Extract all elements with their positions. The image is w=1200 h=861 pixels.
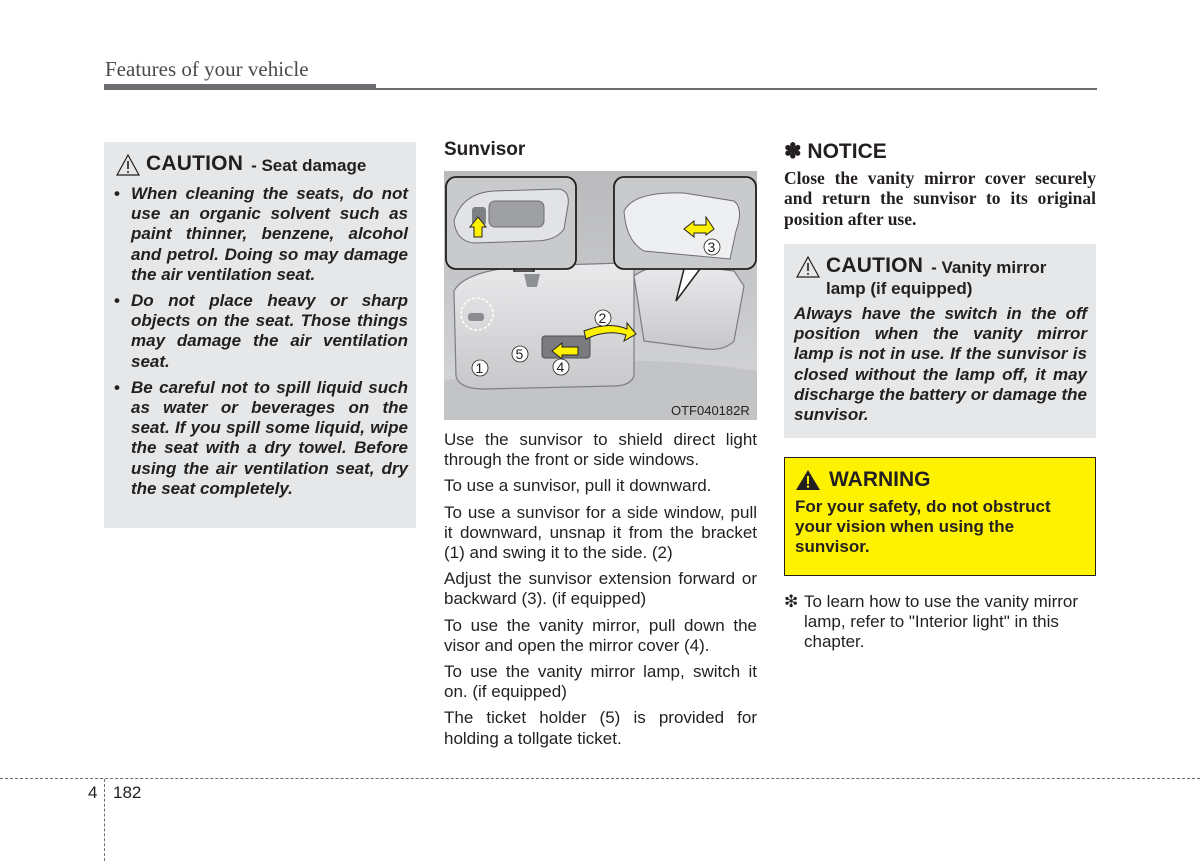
- notice-title: ✽ NOTICE: [784, 140, 887, 163]
- warning-heading: [795, 468, 1085, 492]
- caution-heading: [796, 254, 1087, 278]
- paragraph: To use a sunvisor for a side window, pull it downward, unsnap it from the bracket (1) and swing it to the side. (2): [444, 502, 757, 563]
- callout-4: 4: [556, 359, 565, 375]
- caution-list: [114, 184, 408, 499]
- page-number: 182: [113, 783, 142, 802]
- reference-note: [784, 592, 1096, 653]
- caution-label: CAUTION: [146, 152, 244, 175]
- warning-label: WARNING: [829, 468, 931, 491]
- chapter-number: 4: [88, 783, 98, 802]
- callout-1: 1: [475, 360, 484, 376]
- caution-heading: [116, 152, 408, 176]
- header-rule: [104, 88, 1097, 90]
- caution-subtitle: - Vanity mirror: [931, 258, 1047, 277]
- reference-mark-icon: ❇: [784, 592, 799, 611]
- caution-vanity-lamp-box: [784, 244, 1096, 438]
- notice-text: Close the vanity mirror cover securely and return the sunvisor to its original position after use.: [784, 168, 1096, 229]
- paragraph: To use the vanity mirror, pull down the visor and open the mirror cover (4).: [444, 615, 757, 655]
- footer-dashed-rule: [0, 778, 1200, 779]
- reference-text: To learn how to use the vanity mirror lamp, refer to "Interior light" in this chapter.: [804, 592, 1079, 652]
- caution-text: Always have the switch in the off position when the vanity mirror lamp is not in use. If the sunvisor is closed without the lamp off, it may discharge the battery or damage the sunvisor.: [794, 304, 1087, 425]
- page-header-title: Features of your vehicle: [105, 57, 309, 81]
- section-title: Sunvisor: [444, 139, 526, 160]
- caution-item: • Do not place heavy or sharp objects on the seat. Those things may damage the air ventilation seat.: [114, 291, 408, 372]
- caution-triangle-icon: [796, 256, 820, 278]
- sunvisor-paragraphs: [444, 430, 757, 755]
- warning-triangle-icon: [795, 469, 821, 491]
- paragraph: The ticket holder (5) is provided for holding a tollgate ticket.: [444, 708, 757, 748]
- paragraph: Adjust the sunvisor extension forward or backward (3). (if equipped): [444, 569, 757, 609]
- sunvisor-illustration: [444, 171, 757, 420]
- figure-code: OTF040182R: [671, 403, 750, 418]
- caution-subtitle-line2: lamp (if equipped): [826, 279, 973, 298]
- callout-3: 3: [707, 239, 716, 255]
- callout-2: 2: [598, 310, 607, 326]
- footer-dashed-divider: [104, 779, 105, 861]
- callout-5: 5: [515, 346, 524, 362]
- caution-item: • Be careful not to spill liquid such as water or beverages on the seat. If you spill some liquid, wipe the seat with a dry towel. Before using the air ventilation seat, dry the seat completely.: [114, 378, 408, 499]
- paragraph: Use the sunvisor to shield direct light through the front or side windows.: [444, 430, 757, 470]
- caution-item: • When cleaning the seats, do not use an organic solvent such as paint thinner, benzene, alcohol and petrol. Doing so may damage the air ventilation seat.: [114, 184, 408, 285]
- caution-label: CAUTION: [826, 254, 924, 277]
- paragraph: To use the vanity mirror lamp, switch it on. (if equipped): [444, 662, 757, 702]
- inset-left: [446, 177, 576, 271]
- paragraph: To use a sunvisor, pull it downward.: [444, 476, 712, 496]
- warning-text: For your safety, do not obstruct your vision when using the sunvisor.: [795, 497, 1051, 557]
- caution-triangle-icon: [116, 154, 140, 176]
- caution-seat-damage-box: [104, 142, 416, 528]
- warning-box: [784, 457, 1096, 576]
- caution-subtitle: - Seat damage: [251, 156, 367, 175]
